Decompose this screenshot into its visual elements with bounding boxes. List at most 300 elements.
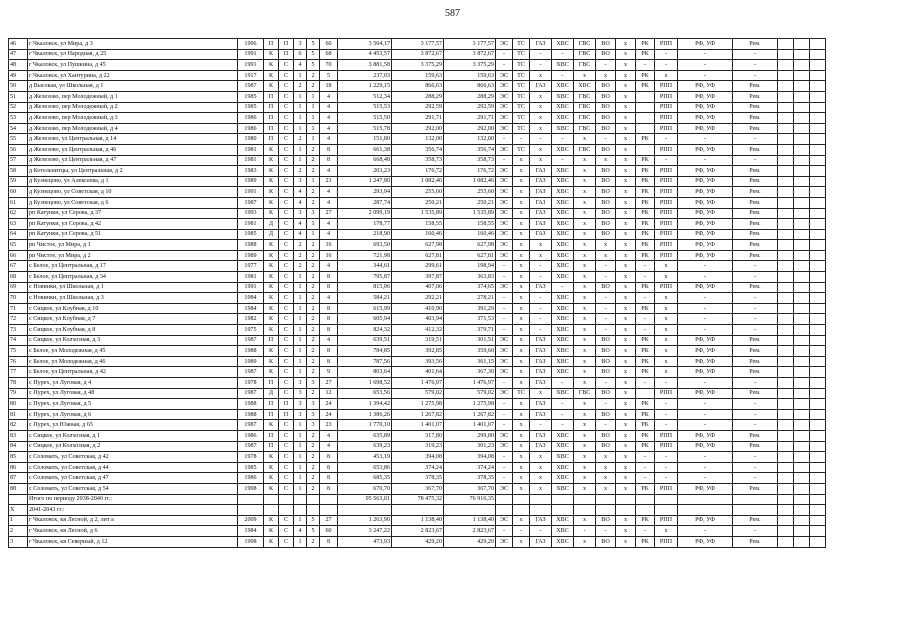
table-cell: 1988 <box>238 399 264 410</box>
table-cell: 83 <box>9 430 28 441</box>
table-cell: П <box>264 39 279 50</box>
table-cell: с Пурех, ул Луговая, д 48 <box>28 388 238 399</box>
table-cell: 1 229,15 <box>338 81 392 92</box>
table-cell: РПП <box>655 430 678 441</box>
table-cell <box>552 494 574 505</box>
table-cell: 60 <box>9 187 28 198</box>
table-cell: - <box>530 526 552 537</box>
table-cell: х <box>574 483 596 494</box>
table-cell: К <box>264 314 279 325</box>
table-cell: РК <box>636 240 655 251</box>
table-cell: 292,21 <box>392 293 444 304</box>
table-cell: 70 <box>320 60 338 71</box>
table-cell: ХВС <box>552 261 574 272</box>
table-cell: х <box>530 155 552 166</box>
table-cell: х <box>574 335 596 346</box>
table-cell: ЭС <box>496 113 513 124</box>
table-cell: ГАЗ <box>530 378 552 389</box>
table-cell: 47 <box>9 49 28 60</box>
table-cell: ХВС <box>552 113 574 124</box>
table-cell: х <box>574 303 596 314</box>
table-cell: д Железово, ул Центральная, д 47 <box>28 155 238 166</box>
table-cell: 4 <box>294 526 307 537</box>
table-cell: 1 <box>294 536 307 547</box>
table-cell <box>794 176 810 187</box>
table-cell: К <box>264 240 279 251</box>
table-cell: х <box>513 272 530 283</box>
table-cell <box>778 91 794 102</box>
table-cell: 4 <box>320 134 338 145</box>
table-cell: - <box>496 325 513 336</box>
table-cell: 8 <box>320 155 338 166</box>
table-cell: 255,60 <box>444 187 496 198</box>
table-cell: 158,55 <box>444 219 496 230</box>
table-cell <box>238 494 264 505</box>
table-row <box>9 505 826 516</box>
table-cell: х <box>616 526 636 537</box>
table-cell: х <box>513 356 530 367</box>
table-cell: ВО <box>596 282 616 293</box>
table-cell: - <box>530 49 552 60</box>
table-cell: ХВС <box>552 388 574 399</box>
table-cell: 1978 <box>238 378 264 389</box>
table-cell: Рем. <box>733 250 778 261</box>
table-cell: К <box>264 420 279 431</box>
table-cell: ВО <box>596 229 616 240</box>
table-cell: х <box>530 452 552 463</box>
table-cell <box>810 378 826 389</box>
table-cell <box>794 261 810 272</box>
table-cell: - <box>636 473 655 484</box>
table-cell <box>810 144 826 155</box>
table-cell: д Котельнитцы, ул Центральная, д 2 <box>28 166 238 177</box>
table-cell: ХВС <box>552 441 574 452</box>
table-cell: х <box>616 325 636 336</box>
table-cell: 55 <box>9 134 28 145</box>
table-cell: 397,87 <box>392 272 444 283</box>
table-cell: 8 <box>320 144 338 155</box>
table-cell: РК <box>636 155 655 166</box>
table-cell <box>733 494 778 505</box>
table-row <box>9 123 826 134</box>
table-cell: ЭС <box>496 102 513 113</box>
table-cell: С <box>279 483 294 494</box>
table-cell: 3 <box>307 208 320 219</box>
table-cell <box>238 505 264 516</box>
table-cell: 4 453,57 <box>338 49 392 60</box>
table-cell <box>778 462 794 473</box>
table-cell: 2041-2043 гг.: <box>28 505 238 516</box>
table-cell: х <box>655 325 678 336</box>
table-cell: РК <box>636 399 655 410</box>
table-cell: 367,30 <box>444 367 496 378</box>
table-cell: 1998 <box>238 483 264 494</box>
table-cell: 2 <box>307 441 320 452</box>
table-cell: 515,53 <box>338 102 392 113</box>
table-cell: - <box>636 272 655 283</box>
table-cell: ВО <box>596 144 616 155</box>
table-cell: РК <box>636 197 655 208</box>
table-cell: х <box>616 250 636 261</box>
table-cell: д Кузнецово, ул Советская, д 6 <box>28 197 238 208</box>
table-cell: ТС <box>513 39 530 50</box>
table-cell: 1985 <box>238 229 264 240</box>
table-cell: 1980 <box>238 134 264 145</box>
table-cell: ВО <box>596 356 616 367</box>
table-cell: х <box>574 261 596 272</box>
table-cell <box>636 113 655 124</box>
table-cell: 2 <box>307 282 320 293</box>
table-cell: ЭС <box>496 282 513 293</box>
table-cell: ГАЗ <box>530 356 552 367</box>
table-cell: РФ, УФ <box>678 187 733 198</box>
table-cell <box>810 240 826 251</box>
table-cell <box>810 70 826 81</box>
table-row <box>9 536 826 547</box>
table-cell: 1 082,46 <box>392 176 444 187</box>
table-cell: с Белое, ул Центральная, д 42 <box>28 367 238 378</box>
table-cell: д Железово, пер Молодежный, д 2 <box>28 102 238 113</box>
table-cell: х <box>513 483 530 494</box>
table-cell: с Белое, ул Молодежная, д 45 <box>28 346 238 357</box>
table-cell: 363,83 <box>444 272 496 283</box>
table-cell <box>320 505 338 516</box>
table-cell: РК <box>636 356 655 367</box>
table-cell: 1 535,89 <box>392 208 444 219</box>
table-cell: РФ, УФ <box>678 113 733 124</box>
table-cell: - <box>596 261 616 272</box>
table-cell: ВО <box>596 81 616 92</box>
table-cell: рп Катунки, ул Серова, д 51 <box>28 229 238 240</box>
table-cell: 412,32 <box>392 325 444 336</box>
table-cell: ЭС <box>496 166 513 177</box>
table-cell <box>778 134 794 145</box>
table-cell: ЭС <box>496 39 513 50</box>
table-cell: х <box>513 155 530 166</box>
table-cell: 82 <box>9 420 28 431</box>
table-cell <box>778 102 794 113</box>
table-row <box>9 197 826 208</box>
table-cell: 410,90 <box>392 303 444 314</box>
table-cell <box>794 494 810 505</box>
table-row <box>9 282 826 293</box>
table-cell: ХВС <box>552 346 574 357</box>
table-cell: - <box>655 49 678 60</box>
table-cell: - <box>636 378 655 389</box>
table-cell: 394,08 <box>392 452 444 463</box>
table-cell: 1 263,90 <box>338 515 392 526</box>
table-cell <box>778 452 794 463</box>
table-row <box>9 430 826 441</box>
table-cell: Рем. <box>733 176 778 187</box>
table-cell: ГВС <box>574 123 596 134</box>
table-cell: ТС <box>513 102 530 113</box>
table-cell: Рем. <box>733 113 778 124</box>
table-cell: х <box>596 155 616 166</box>
table-cell: П <box>264 134 279 145</box>
table-cell: ЭС <box>496 70 513 81</box>
table-cell: - <box>678 452 733 463</box>
table-row <box>9 144 826 155</box>
table-cell: Рем. <box>733 91 778 102</box>
table-cell: 1986 <box>238 123 264 134</box>
table-cell: 1 082,46 <box>444 176 496 187</box>
table-cell <box>778 494 794 505</box>
table-cell: РК <box>636 81 655 92</box>
table-cell <box>794 39 810 50</box>
table-cell: ЭС <box>496 176 513 187</box>
table-cell: - <box>530 303 552 314</box>
table-cell <box>810 420 826 431</box>
table-cell: 1 <box>294 293 307 304</box>
table-cell: 2 <box>307 81 320 92</box>
table-cell: х <box>616 187 636 198</box>
table-cell: 4 <box>320 261 338 272</box>
table-cell: с Сицкое, ул Клубная, д 10 <box>28 303 238 314</box>
table-cell <box>496 494 513 505</box>
table-cell <box>810 123 826 134</box>
table-cell <box>778 399 794 410</box>
table-cell: 1 <box>294 452 307 463</box>
table-cell <box>778 208 794 219</box>
table-cell: Итого по периоду 2038-2040 гг.: <box>28 494 238 505</box>
table-cell: 1 <box>294 113 307 124</box>
table-cell: РК <box>636 367 655 378</box>
table-cell <box>810 176 826 187</box>
table-cell: 579,02 <box>444 388 496 399</box>
table-cell: П <box>279 399 294 410</box>
table-cell: ЭС <box>496 441 513 452</box>
table-cell: д Железово, ул Центральная, д 46 <box>28 144 238 155</box>
table-cell: 2 <box>307 155 320 166</box>
table-cell: х <box>616 39 636 50</box>
table-cell: РК <box>636 229 655 240</box>
table-cell: 237,03 <box>338 70 392 81</box>
table-cell: 86 <box>9 462 28 473</box>
table-cell: х <box>574 314 596 325</box>
table-cell: х <box>616 378 636 389</box>
table-cell: ТС <box>513 113 530 124</box>
table-cell: 3 <box>9 536 28 547</box>
table-cell: х <box>616 123 636 134</box>
table-cell <box>294 505 307 516</box>
table-cell: Рем. <box>733 208 778 219</box>
table-cell: д Кузнецово, ул Алексеева, д 1 <box>28 176 238 187</box>
table-cell: 27 <box>320 208 338 219</box>
table-cell: 5 <box>307 60 320 71</box>
table-cell: 374,24 <box>444 462 496 473</box>
table-cell: РК <box>636 176 655 187</box>
table-cell: 2 <box>307 303 320 314</box>
table-cell: х <box>530 473 552 484</box>
table-cell: г Чкаловск, ул Хантурина, д 22 <box>28 70 238 81</box>
table-cell: 3 177,57 <box>392 39 444 50</box>
table-cell: х <box>530 113 552 124</box>
table-cell: ЭС <box>496 123 513 134</box>
table-cell: 292,00 <box>444 123 496 134</box>
table-cell: ХВС <box>552 229 574 240</box>
table-cell: 1 <box>307 123 320 134</box>
table-cell: К <box>264 272 279 283</box>
table-cell: 23 <box>320 176 338 187</box>
table-cell: 8 <box>320 483 338 494</box>
table-cell: С <box>279 187 294 198</box>
table-cell: х <box>616 293 636 304</box>
table-cell: 2 <box>307 335 320 346</box>
table-cell: 1981 <box>238 219 264 230</box>
table-cell: РФ, УФ <box>678 102 733 113</box>
table-cell: 3 <box>307 420 320 431</box>
table-cell: 1986 <box>238 473 264 484</box>
table-cell: П <box>264 102 279 113</box>
table-cell: 301,51 <box>444 335 496 346</box>
table-cell: 1982 <box>238 314 264 325</box>
table-cell: х <box>655 70 678 81</box>
table-cell: 1983 <box>238 166 264 177</box>
table-cell: х <box>596 452 616 463</box>
table-cell <box>778 420 794 431</box>
table-cell: 1975 <box>238 325 264 336</box>
table-cell: ВО <box>596 441 616 452</box>
table-cell: РПП <box>655 113 678 124</box>
table-cell <box>810 60 826 71</box>
table-cell: 287,74 <box>338 197 392 208</box>
table-cell: Д <box>264 388 279 399</box>
table-cell <box>636 102 655 113</box>
table-cell: 1988 <box>238 346 264 357</box>
table-cell: - <box>596 134 616 145</box>
table-cell <box>778 515 794 526</box>
table-cell: 653,86 <box>338 462 392 473</box>
table-cell <box>678 494 733 505</box>
table-cell: - <box>596 60 616 71</box>
table-cell: - <box>655 409 678 420</box>
table-cell: 403,94 <box>392 314 444 325</box>
table-cell: 1 401,07 <box>444 420 496 431</box>
table-cell <box>794 134 810 145</box>
table-cell: д Высокая, ул Школьная, д 1 <box>28 81 238 92</box>
table-cell: РПП <box>655 123 678 134</box>
table-cell <box>794 409 810 420</box>
table-cell: х <box>530 123 552 134</box>
table-row <box>9 261 826 272</box>
table-cell <box>294 494 307 505</box>
table-cell <box>392 505 444 516</box>
table-cell: ВО <box>596 187 616 198</box>
table-cell: 49 <box>9 70 28 81</box>
table-cell: ВО <box>596 430 616 441</box>
table-cell: 4 <box>294 187 307 198</box>
table-cell <box>552 505 574 516</box>
table-cell: ВО <box>596 39 616 50</box>
table-cell: ВО <box>596 208 616 219</box>
table-cell: х <box>616 60 636 71</box>
table-cell: ХВС <box>552 219 574 230</box>
table-cell: х <box>655 314 678 325</box>
table-cell: 1985 <box>238 462 264 473</box>
table-cell: 2 <box>307 325 320 336</box>
table-cell: 653,56 <box>338 388 392 399</box>
table-cell <box>778 123 794 134</box>
table-cell: - <box>552 70 574 81</box>
table-cell: ХВС <box>552 39 574 50</box>
table-cell: 1 275,98 <box>392 399 444 410</box>
table-cell: - <box>678 303 733 314</box>
table-cell: х <box>616 166 636 177</box>
table-cell: 1 <box>307 113 320 124</box>
table-cell: 292,00 <box>392 123 444 134</box>
table-cell <box>810 166 826 177</box>
table-cell: 2 <box>307 462 320 473</box>
table-cell: К <box>264 176 279 187</box>
table-cell: - <box>636 452 655 463</box>
table-cell: 2 <box>307 367 320 378</box>
table-cell: Рем. <box>733 102 778 113</box>
table-cell: х <box>574 166 596 177</box>
table-cell: с Соломать, ул Советская, д 42 <box>28 452 238 463</box>
table-cell: К <box>264 49 279 60</box>
table-cell: Рем. <box>733 367 778 378</box>
table-cell: 299,61 <box>392 261 444 272</box>
table-cell: 61 <box>9 197 28 208</box>
table-cell: х <box>513 229 530 240</box>
table-cell: 4 <box>294 60 307 71</box>
table-cell: 5 <box>307 49 320 60</box>
table-cell <box>530 505 552 516</box>
table-cell: 4 <box>320 123 338 134</box>
table-cell <box>794 356 810 367</box>
table-cell: 1989 <box>238 176 264 187</box>
table-cell: х <box>616 430 636 441</box>
table-cell: РПП <box>655 536 678 547</box>
table-cell: 1 <box>307 176 320 187</box>
table-cell: 23 <box>320 420 338 431</box>
table-cell: - <box>678 293 733 304</box>
table-cell: ГВС <box>574 113 596 124</box>
table-cell <box>810 49 826 60</box>
table-cell <box>810 335 826 346</box>
table-cell: ТС <box>513 91 530 102</box>
table-cell: х <box>574 293 596 304</box>
table-cell: 58 <box>9 166 28 177</box>
table-row <box>9 113 826 124</box>
table-cell: 87 <box>9 473 28 484</box>
table-cell <box>794 155 810 166</box>
table-cell <box>794 420 810 431</box>
table-cell: рп Чистое, ул Мира, д 2 <box>28 250 238 261</box>
table-cell: К <box>264 462 279 473</box>
table-cell: 627,81 <box>392 250 444 261</box>
table-row <box>9 462 826 473</box>
table-cell <box>794 325 810 336</box>
table-cell <box>778 240 794 251</box>
table-cell <box>794 187 810 198</box>
table-cell: К <box>264 367 279 378</box>
table-cell: С <box>279 240 294 251</box>
table-cell <box>9 494 28 505</box>
table-cell: Рем. <box>733 483 778 494</box>
table-cell: 3 <box>294 409 307 420</box>
table-cell: х <box>530 70 552 81</box>
table-cell: 16 <box>320 240 338 251</box>
table-cell <box>794 166 810 177</box>
table-cell: - <box>513 134 530 145</box>
table-cell: 64 <box>9 229 28 240</box>
table-cell: 379,71 <box>444 325 496 336</box>
table-cell: 2 823,67 <box>392 526 444 537</box>
table-cell: рп Катунки, ул Серова, д 37 <box>28 208 238 219</box>
table-cell: 95 563,01 <box>338 494 392 505</box>
